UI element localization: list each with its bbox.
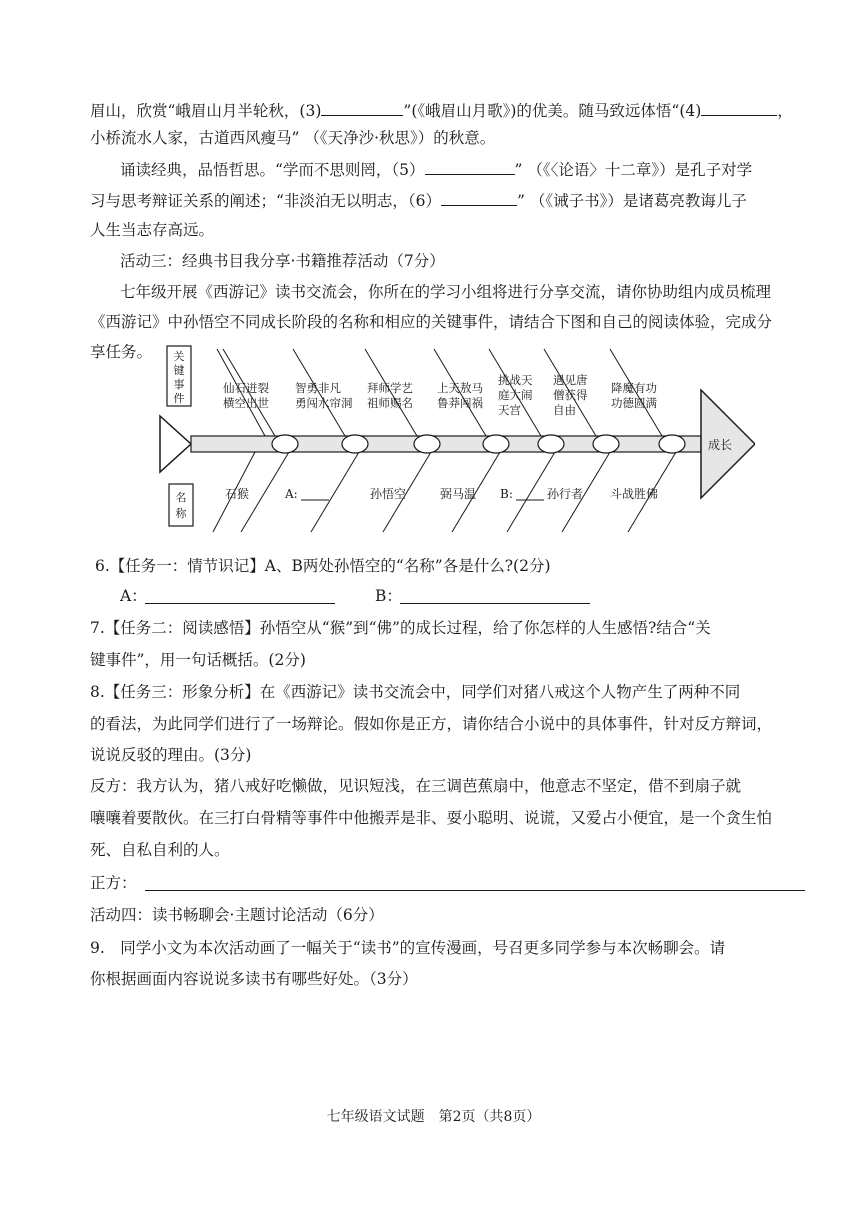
fish-tail	[160, 416, 191, 472]
q9-line-1: 9. 同学小文为本次活动画了一幅关于“读书”的宣传漫画，号召更多同学参与本次畅聊会。请	[90, 939, 726, 957]
key-events-char: 事	[173, 378, 185, 391]
activity3-paragraph-2: 《西游记》中孙悟空不同成长阶段的名称和相应的关键事件，请结合下图和自己的阅读体验，完成分	[90, 313, 773, 331]
key-event-label: 僧获得	[553, 388, 588, 402]
key-event-label: 挑战天	[498, 373, 533, 387]
stage-name-label: 斗战胜佛	[610, 487, 659, 501]
stage-name-label: A:	[285, 487, 298, 501]
stage-node	[538, 435, 564, 453]
opposing-side-line-1: 反方：我方认为，猪八戒好吃懒做，见识短浅，在三调芭蕉扇中，他意志不坚定，借不到扇子就	[90, 777, 742, 795]
opposing-side-line-3: 死、自私自利的人。	[90, 841, 230, 859]
key-event-label: 祖师赐名	[367, 396, 413, 410]
spine-bar	[191, 436, 701, 452]
key-events-char: 关	[173, 350, 185, 363]
q6-text: 6.【任务一：情节识记】A、B两处孙悟空的“名称”各是什么?(2分)	[95, 557, 551, 575]
stage-node	[342, 435, 368, 453]
key-events-char: 键	[173, 364, 185, 377]
affirmative-label: 正方：	[90, 874, 137, 892]
stage-node	[483, 435, 509, 453]
key-event-label: 天宫	[498, 403, 521, 417]
key-event-label: 智勇非凡	[295, 381, 341, 395]
q6-answer-b-line[interactable]	[400, 603, 590, 604]
poem-line-1: 眉山，欣赏“峨眉山月半轮秋，(3) ”(《峨眉山月歌》)的优美。随马致远体悟“(4) ，	[90, 99, 793, 122]
key-event-label: 仙石迸裂	[223, 381, 269, 395]
stage-name-label: 孙悟空	[370, 487, 407, 501]
q8-line-3: 说说反驳的理由。(3分)	[90, 746, 252, 764]
q6-label-a: A：	[120, 587, 147, 605]
q6-answer-a-line[interactable]	[145, 603, 335, 604]
activity3-heading: 活动三：经典书目我分享·书籍推荐活动（7分）	[120, 252, 445, 270]
key-event-label: 拜师学艺	[367, 381, 413, 395]
key-event-label: 遇见唐	[553, 373, 588, 387]
stage-name-label: 石猴	[225, 487, 250, 501]
stage-node	[414, 435, 440, 453]
q8-line-1: 8.【任务三：形象分析】在《西游记》读书交流会中，同学们对猪八戒这个人物产生了两种不同	[90, 683, 741, 701]
affirmative-answer-line[interactable]	[145, 890, 805, 891]
page-footer: 七年级语文试题 第2页（共8页）	[326, 1109, 541, 1125]
growth-label: 成长	[708, 438, 733, 452]
names-char: 名	[175, 491, 187, 504]
key-event-label: 功德圆满	[611, 396, 657, 410]
key-event-label: 勇闯水帘洞	[295, 396, 353, 410]
poem-line-5: 人生当志存高远。	[90, 221, 215, 239]
key-event-label: 横空出世	[223, 396, 269, 410]
q7-line-2: 键事件”，用一句话概括。(2分)	[90, 651, 306, 669]
stage-node	[659, 435, 685, 453]
activity3-paragraph-1: 七年级开展《西游记》读书交流会，你所在的学习小组将进行分享交流，请你协助组内成员梳理	[120, 283, 772, 301]
answer-blank-3[interactable]	[321, 99, 403, 116]
names-char: 称	[175, 507, 187, 520]
key-event-label: 降魔有功	[611, 381, 657, 395]
poem-line-3: 诵读经典，品悟哲思。“学而不思则罔，（5） ” （《〈论语〉十二章》）是孔子对学	[120, 158, 752, 181]
stage-name-label: B:	[500, 487, 513, 501]
stage-node	[593, 435, 619, 453]
activity3-paragraph-3: 享任务。	[90, 343, 153, 361]
poem-line-2: 小桥流水人家，古道西风瘦马” （《天净沙·秋思》）的秋意。	[90, 129, 496, 147]
key-event-label: 鲁莽闯祸	[437, 396, 483, 410]
key-event-label: 庭大闹	[498, 388, 533, 402]
q6-label-b: B：	[375, 587, 402, 605]
opposing-side-line-2: 嚷嚷着要散伙。在三打白骨精等事件中他搬弄是非、耍小聪明、说谎，又爱占小便宜，是一个贪生怕	[90, 809, 773, 827]
q8-line-2: 的看法，为此同学们进行了一场辩论。假如你是正方，请你结合小说中的具体事件，针对反方辩词，	[90, 715, 773, 733]
key-event-label: 上天敖马	[437, 381, 483, 395]
stage-node	[272, 435, 298, 453]
q9-line-2: 你根据画面内容说说多读书有哪些好处。（3分）	[90, 970, 418, 988]
q7-line-1: 7.【任务二：阅读感悟】孙悟空从“猴”到“佛”的成长过程，给了你怎样的人生感悟?结合“关	[90, 619, 711, 637]
stage-name-label: 弼马温	[440, 487, 477, 501]
answer-blank-4[interactable]	[701, 99, 777, 116]
fishbone-diagram	[155, 344, 755, 536]
answer-blank-6[interactable]	[441, 189, 517, 206]
activity4-heading: 活动四：读书畅聊会·主题讨论活动（6分）	[90, 906, 384, 924]
poem-line-4: 习与思考辩证关系的阐述；“非淡泊无以明志，（6） ” （《诫子书》）是诸葛亮教诲儿子	[90, 189, 747, 212]
stage-name-label: 孙行者	[547, 487, 584, 501]
key-event-label: 自由	[553, 403, 576, 417]
key-events-char: 件	[173, 392, 185, 405]
answer-blank-5[interactable]	[425, 158, 515, 175]
name-bone	[311, 452, 359, 532]
